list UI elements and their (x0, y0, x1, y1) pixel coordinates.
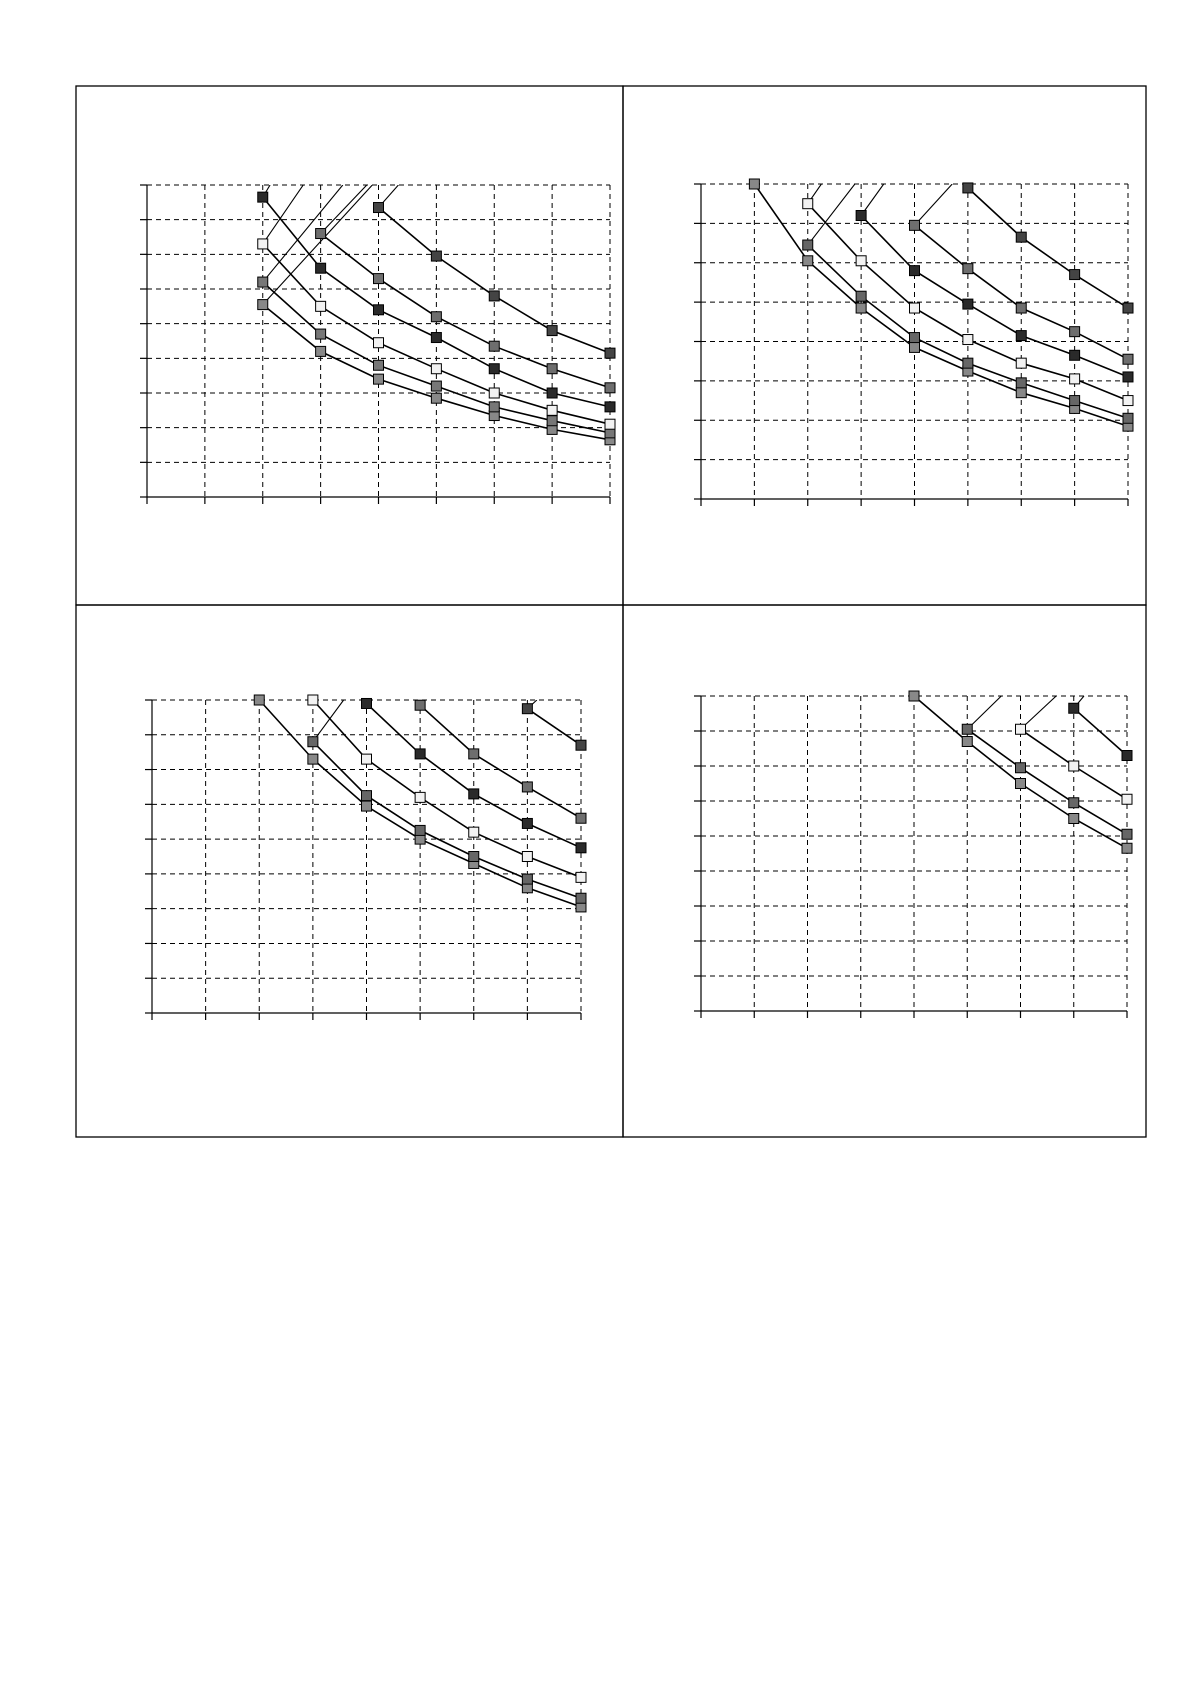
data-point-marker (605, 419, 615, 429)
data-point-marker (431, 333, 441, 343)
series-line (754, 184, 1128, 426)
series-line-extension (321, 185, 367, 234)
data-point-marker (316, 229, 326, 239)
chart-bottom-right (694, 691, 1132, 1018)
data-point-marker (374, 274, 384, 284)
data-point-marker (1016, 303, 1026, 313)
data-point-marker (469, 749, 479, 759)
data-point-marker (316, 329, 326, 339)
data-point-marker (605, 383, 615, 393)
series-line-extension (915, 184, 953, 225)
data-point-marker (374, 305, 384, 315)
data-point-marker (576, 893, 586, 903)
data-point-marker (547, 416, 557, 426)
data-point-marker (962, 737, 972, 747)
data-point-marker (362, 754, 372, 764)
data-point-marker (1123, 413, 1133, 423)
data-point-marker (962, 724, 972, 734)
data-point-marker (469, 789, 479, 799)
data-point-marker (1122, 751, 1132, 761)
data-point-marker (431, 381, 441, 391)
data-point-marker (856, 256, 866, 266)
data-point-marker (576, 843, 586, 853)
data-point-marker (1016, 232, 1026, 242)
data-point-marker (489, 341, 499, 351)
data-point-marker (1122, 843, 1132, 853)
data-point-marker (1070, 374, 1080, 384)
data-point-marker (522, 782, 532, 792)
data-point-marker (803, 199, 813, 209)
data-point-marker (1123, 396, 1133, 406)
series-line-extension (263, 185, 303, 244)
series-1 (749, 179, 1133, 431)
data-point-marker (1070, 350, 1080, 360)
data-point-marker (605, 348, 615, 358)
data-point-marker (1070, 270, 1080, 280)
data-point-marker (1016, 388, 1026, 398)
data-point-marker (489, 402, 499, 412)
data-point-marker (431, 312, 441, 322)
data-point-marker (1123, 354, 1133, 364)
data-point-marker (1016, 724, 1026, 734)
data-point-marker (1070, 396, 1080, 406)
series-4 (856, 184, 1133, 382)
data-point-marker (362, 801, 372, 811)
series-line (313, 742, 581, 899)
series-line (1074, 708, 1127, 755)
data-point-marker (910, 220, 920, 230)
series-line (321, 234, 610, 388)
data-point-marker (316, 346, 326, 356)
data-point-marker (522, 852, 532, 862)
data-point-marker (576, 872, 586, 882)
data-point-marker (605, 402, 615, 412)
data-point-marker (547, 326, 557, 336)
data-point-marker (1016, 358, 1026, 368)
series-line-extension (263, 185, 373, 305)
panel-frame-bottom-left (76, 605, 623, 1137)
data-point-marker (415, 825, 425, 835)
data-point-marker (547, 364, 557, 374)
series-6 (522, 700, 586, 750)
data-point-marker (1016, 779, 1026, 789)
data-point-marker (1069, 798, 1079, 808)
data-point-marker (316, 301, 326, 311)
data-point-marker (374, 360, 384, 370)
series-3 (308, 695, 586, 882)
data-point-marker (963, 264, 973, 274)
data-point-marker (258, 277, 268, 287)
data-point-marker (308, 754, 318, 764)
data-point-marker (910, 303, 920, 313)
data-point-marker (856, 211, 866, 221)
series-line-extension (313, 700, 344, 742)
data-point-marker (258, 300, 268, 310)
data-point-marker (489, 388, 499, 398)
data-point-marker (1122, 794, 1132, 804)
data-point-marker (803, 240, 813, 250)
data-point-marker (1069, 703, 1079, 713)
data-point-marker (431, 393, 441, 403)
data-point-marker (963, 335, 973, 345)
data-point-marker (1016, 331, 1026, 341)
data-point-marker (910, 333, 920, 343)
data-point-marker (576, 813, 586, 823)
chart-bottom-left (145, 695, 586, 1020)
series-line-extension (263, 185, 343, 282)
series-6 (963, 183, 1133, 313)
data-point-marker (308, 695, 318, 705)
data-point-marker (1069, 814, 1079, 824)
data-point-marker (1070, 327, 1080, 337)
data-point-marker (374, 203, 384, 213)
chart-top-right (694, 179, 1133, 506)
data-point-marker (547, 388, 557, 398)
data-point-marker (254, 695, 264, 705)
series-line (527, 709, 581, 746)
data-point-marker (415, 792, 425, 802)
data-point-marker (316, 263, 326, 273)
data-point-marker (415, 749, 425, 759)
data-point-marker (963, 183, 973, 193)
data-point-marker (362, 698, 372, 708)
series-4 (1069, 696, 1132, 761)
data-point-marker (522, 818, 532, 828)
data-point-marker (576, 740, 586, 750)
panel-frame-top-left (76, 86, 623, 605)
series-line (420, 705, 581, 818)
data-point-marker (749, 179, 759, 189)
data-point-marker (415, 700, 425, 710)
data-point-marker (910, 342, 920, 352)
data-point-marker (1123, 372, 1133, 382)
data-point-marker (909, 691, 919, 701)
data-point-marker (308, 737, 318, 747)
data-point-marker (522, 704, 532, 714)
series-line (968, 188, 1128, 308)
data-point-marker (856, 303, 866, 313)
data-point-marker (374, 338, 384, 348)
series-line (967, 729, 1127, 834)
data-point-marker (362, 791, 372, 801)
data-point-marker (1123, 303, 1133, 313)
data-point-marker (963, 358, 973, 368)
chart-top-left (140, 185, 615, 504)
data-point-marker (1069, 761, 1079, 771)
data-point-marker (489, 364, 499, 374)
data-point-marker (431, 364, 441, 374)
data-point-marker (374, 374, 384, 384)
data-point-marker (1016, 378, 1026, 388)
series-2 (962, 696, 1132, 839)
data-point-marker (469, 827, 479, 837)
data-point-marker (469, 852, 479, 862)
data-point-marker (1016, 763, 1026, 773)
data-point-marker (910, 266, 920, 276)
data-point-marker (522, 874, 532, 884)
data-point-marker (547, 405, 557, 415)
data-point-marker (963, 299, 973, 309)
data-point-marker (258, 192, 268, 202)
data-point-marker (856, 291, 866, 301)
plot-layer (140, 179, 1133, 1020)
data-point-marker (803, 256, 813, 266)
data-point-marker (258, 239, 268, 249)
data-point-marker (431, 251, 441, 261)
data-point-marker (1122, 829, 1132, 839)
data-point-marker (489, 291, 499, 301)
